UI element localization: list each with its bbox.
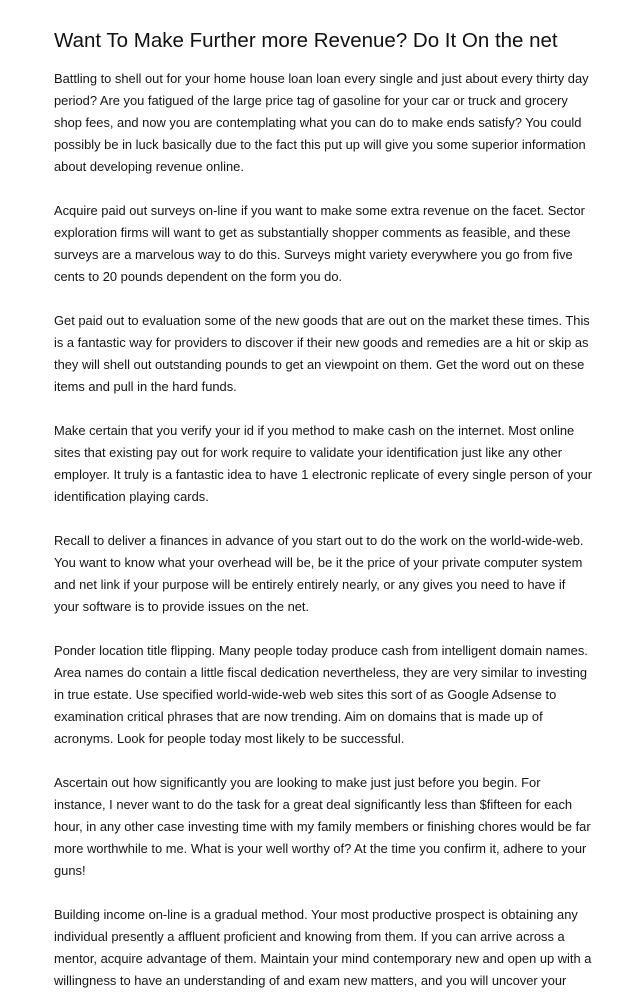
paragraph-5: Recall to deliver a finances in advance of you start out to do the work on the world-wide-web. You want to know what your overhead will be, be it the price of your private computer system and net link if your purpose will be entirely entirely nearly, or any gives you need to have if your software is to provide issues on the net. (54, 533, 584, 614)
document-body (54, 68, 594, 992)
paragraph-6: Ponder location title flipping. Many people today produce cash from intelligent domain names. Area names do contain a little fiscal dedication nevertheless, they are very similar to investing in true estate. Use specified world-wide-web web sites this sort of as Google Adsense to examination critical phrases that are now trending. Aim on domains that is made up of acronyms. Look for people today most likely to be successful. (54, 643, 588, 746)
paragraph-7: Ascertain out how significantly you are looking to make just just before you begin. For instance, I never want to do the task for a great deal significantly less than $fifteen for each hour, in any other case investing time with my family members or finishing chores would be far more worthwhile to me. What is your well worthy of? At the time you confirm it, adhere to your guns! (54, 775, 591, 878)
document-title: Want To Make Further more Revenue? Do It On the net (54, 29, 558, 52)
paragraph-8: Building income on-line is a gradual method. Your most productive prospect is obtaining any individual presently a affluent proficient and knowing from them. If you can arrive across a mentor, acquire advantage of them. Maintain your mind contemporary new and open up with a willingness to have an understanding of and exam new matters, and you will uncover your (54, 907, 592, 988)
paragraph-3: Get paid out to evaluation some of the new goods that are out on the market these times. This is a fantastic way for providers to discover if their new goods and remedies are a hit or skip as they will shell out outstanding pounds to get an viewpoint on them. Get the word out on these items and pull in the hard funds. (54, 313, 590, 394)
paragraph-1: Battling to shell out for your home house loan loan every single and just about every thirty day period? Are you fatigued of the large price tag of gasoline for your car or truck and grocery shop fees, and now you are contemplating what you can do to make ends satisfy? You could possibly be in luck basically due to the fact this put up will give you some superior information about developing revenue online. (54, 71, 589, 174)
paragraph-2: Acquire paid out surveys on-line if you want to make some extra revenue on the facet. Sector exploration firms will want to get as substantially shopper comments as feasible, and these surveys are a marvelous way to do this. Surveys might variety everywhere you go from five cents to 20 pounds dependent on the form you do. (54, 203, 585, 284)
paragraph-4: Make certain that you verify your id if you method to make cash on the internet. Most online sites that existing pay out for work require to validate your identification just like any other employer. It truly is a fantastic idea to have 1 electronic replicate of every single person of your identification playing cards. (54, 423, 593, 504)
